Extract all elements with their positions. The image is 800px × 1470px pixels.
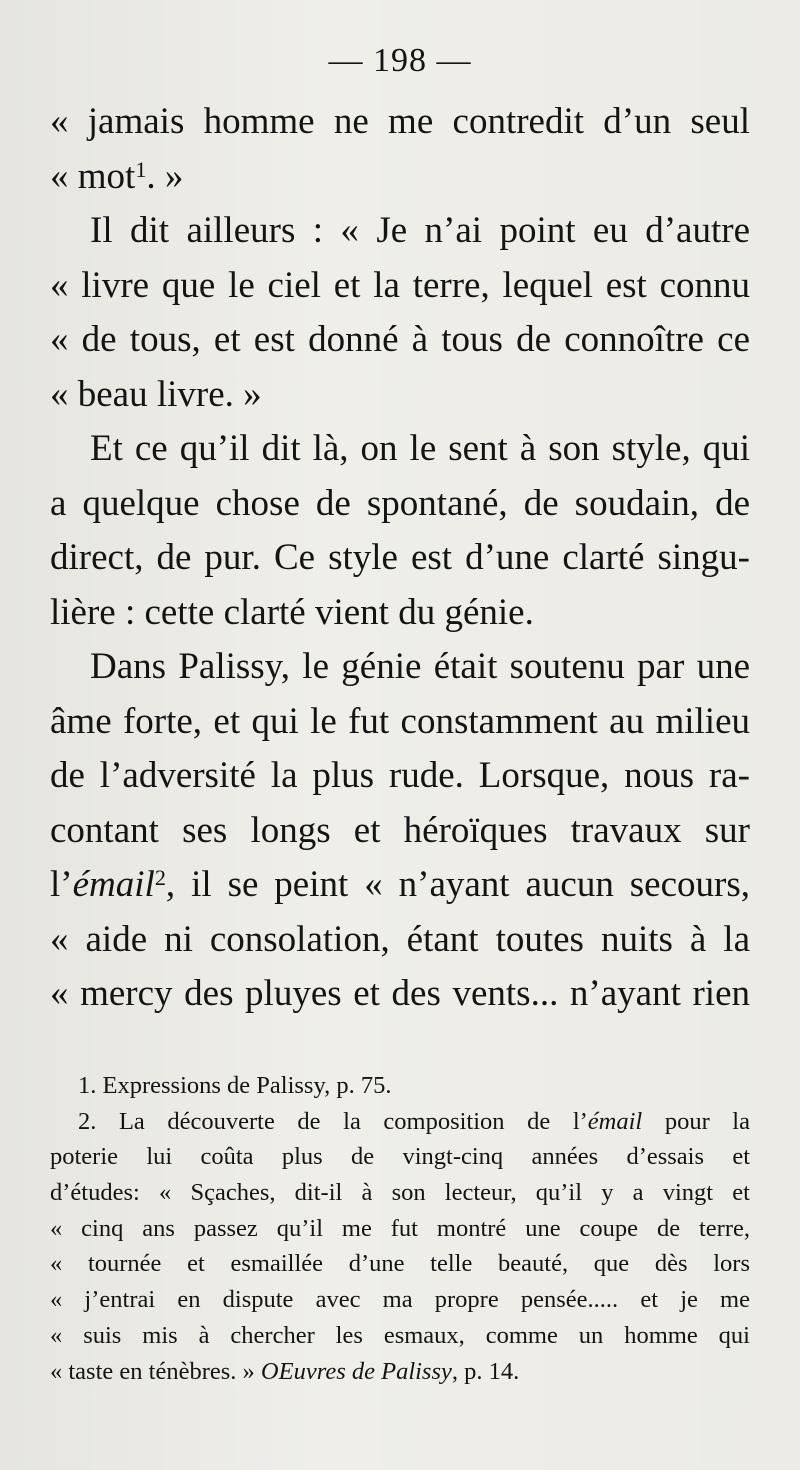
footnote-line: d’études: « Sçaches, dit-il à son lecteur, qu’il y a vingt et: [50, 1179, 750, 1207]
text-line: contant ses longs et héroïques travaux sur: [50, 809, 750, 851]
text-span: l’: [50, 864, 73, 905]
text-line: de l’adversité la plus rude. Lorsque, nous ra-: [50, 755, 750, 796]
footnote-line: [50, 1354, 750, 1390]
footnote-2: [50, 1104, 750, 1140]
text-line: « jamais homme ne me contredit d’un seul: [50, 101, 750, 142]
text-line: « de tous, et est donné à tous de connoître ce: [50, 319, 750, 360]
text-line: Il dit ailleurs : « Je n’ai point eu d’autre: [90, 210, 750, 251]
italic-word: émail: [587, 1107, 643, 1135]
text-line: Et ce qu’il dit là, on le sent à son style, qui: [90, 428, 750, 469]
text-span: pour la: [642, 1107, 750, 1135]
text-span: 2. La découverte de la composition de l’: [78, 1107, 588, 1135]
italic-title: OEuvres de Palissy: [260, 1357, 452, 1385]
text-line: [50, 150, 750, 205]
footnote-1: 1. Expressions de Palissy, p. 75.: [78, 1072, 392, 1099]
main-text: [50, 95, 750, 1022]
footnote-line: « suis mis à chercher les esmaux, comme un homme qui: [50, 1321, 750, 1349]
footnote-ref-2: 2: [154, 864, 166, 890]
text-line: direct, de pur. Ce style est d’une clarté singu-: [50, 537, 750, 578]
text-line: a quelque chose de spontané, de soudain, de: [50, 482, 750, 524]
text-line: « aide ni consolation, étant toutes nuits à la: [50, 918, 750, 960]
text-line: « livre que le ciel et la terre, lequel est connu: [50, 264, 750, 306]
text-line: « mercy des pluyes et des vents... n’ayant rien: [50, 973, 750, 1014]
italic-word: émail: [72, 864, 155, 905]
page-number: — 198 —: [328, 42, 472, 79]
footnote-line: poterie lui coûta plus de vingt-cinq années d’essais et: [50, 1143, 750, 1171]
footnote-line: « cinq ans passez qu’il me fut montré une coupe de terre,: [50, 1214, 750, 1242]
text-span: , il se peint « n’ayant aucun secours,: [165, 864, 750, 905]
text-line: Dans Palissy, le génie était soutenu par une: [90, 646, 750, 687]
text-line: lière : cette clarté vient du génie.: [50, 591, 534, 633]
text-span: « taste en ténèbres. »: [50, 1357, 261, 1385]
footnote-line: « tournée et esmaillée d’une telle beauté, que dès lors: [50, 1250, 750, 1278]
footnote-line: « j’entrai en dispute avec ma propre pensée..... et je me: [50, 1286, 750, 1314]
text-span: . »: [146, 155, 184, 197]
text-span: « mot: [50, 155, 136, 197]
text-line: [50, 858, 750, 913]
text-span: , p. 14.: [451, 1357, 520, 1385]
footnote-ref-1: 1: [135, 156, 147, 182]
text-line: « beau livre. »: [50, 373, 262, 415]
text-line: âme forte, et qui le fut constamment au milieu: [50, 700, 750, 742]
footnotes: [50, 1068, 750, 1389]
